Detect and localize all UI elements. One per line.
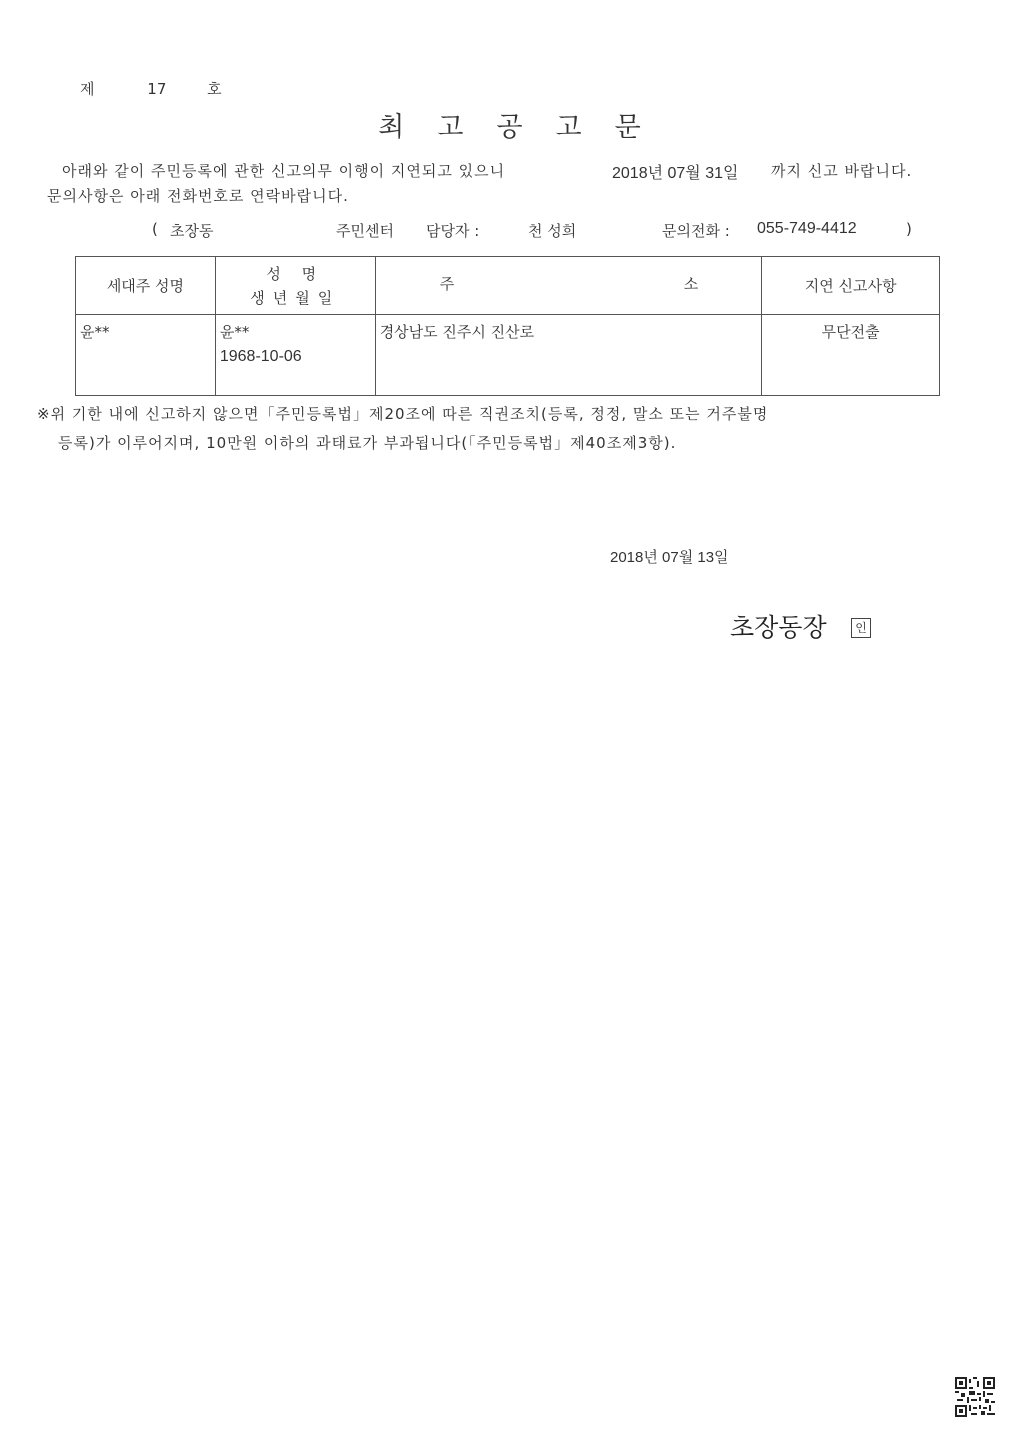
header-address-right: 소 [683, 275, 699, 293]
header-address-left: 주 [439, 275, 455, 293]
deadline-date: 2018년 07월 31일 [612, 165, 739, 182]
number-prefix: 제 [80, 80, 95, 98]
qr-code-icon [955, 1377, 995, 1421]
seal-stamp: 인 [851, 618, 871, 638]
contact-office: 주민센터 [336, 222, 394, 240]
contact-dong: 초장동 [170, 222, 214, 240]
contact-open-paren: ( [152, 220, 158, 238]
header-name: 성 명 [266, 264, 325, 283]
intro-line-2: 문의사항은 아래 전화번호로 연락바랍니다. [47, 187, 349, 205]
table-row [76, 315, 940, 396]
cell-birth: 1968-10-06 [219, 348, 302, 365]
page-title: 최고공고문 [378, 112, 674, 143]
header-birth: 생년월일 [250, 288, 341, 307]
contact-phone: 055-749-4412 [757, 220, 857, 237]
number-value: 17 [147, 80, 167, 98]
header-address [375, 257, 762, 315]
contact-officer-name: 천 성희 [528, 222, 577, 240]
notice-table [75, 256, 940, 396]
warning-line-2: 등록)가 이루어지며, 10만원 이하의 과태료가 부과됩니다(「주민등록법」제40조제3항). [58, 434, 677, 452]
issue-date: 2018년 07월 13일 [610, 549, 729, 566]
contact-officer-label: 담당자 : [426, 222, 480, 240]
cell-delay: 무단전출 [762, 315, 940, 396]
cell-name: 윤** [219, 323, 250, 341]
header-name-birth [215, 257, 375, 315]
intro-line-1: 아래와 같이 주민등록에 관한 신고의무 이행이 지연되고 있으니 [62, 162, 506, 180]
signer-name: 초장동장 [730, 613, 827, 642]
contact-close-paren: ) [906, 220, 912, 238]
number-suffix: 호 [207, 80, 222, 98]
header-householder: 세대주 성명 [76, 257, 216, 315]
warning-line-1: ※위 기한 내에 신고하지 않으면「주민등록법」제20조에 따른 직권조치(등록, 정정, 말소 또는 거주불명 [37, 405, 769, 423]
contact-phone-label: 문의전화 : [662, 222, 730, 240]
cell-householder: 윤** [76, 315, 216, 396]
cell-name-birth [215, 315, 375, 396]
intro-line-1-tail: 까지 신고 바랍니다. [771, 162, 913, 180]
table-header-row [76, 257, 940, 315]
document-number [80, 78, 222, 99]
header-delay: 지연 신고사항 [762, 257, 940, 315]
contact-info [0, 220, 1024, 242]
cell-address: 경상남도 진주시 진산로 [375, 315, 762, 396]
